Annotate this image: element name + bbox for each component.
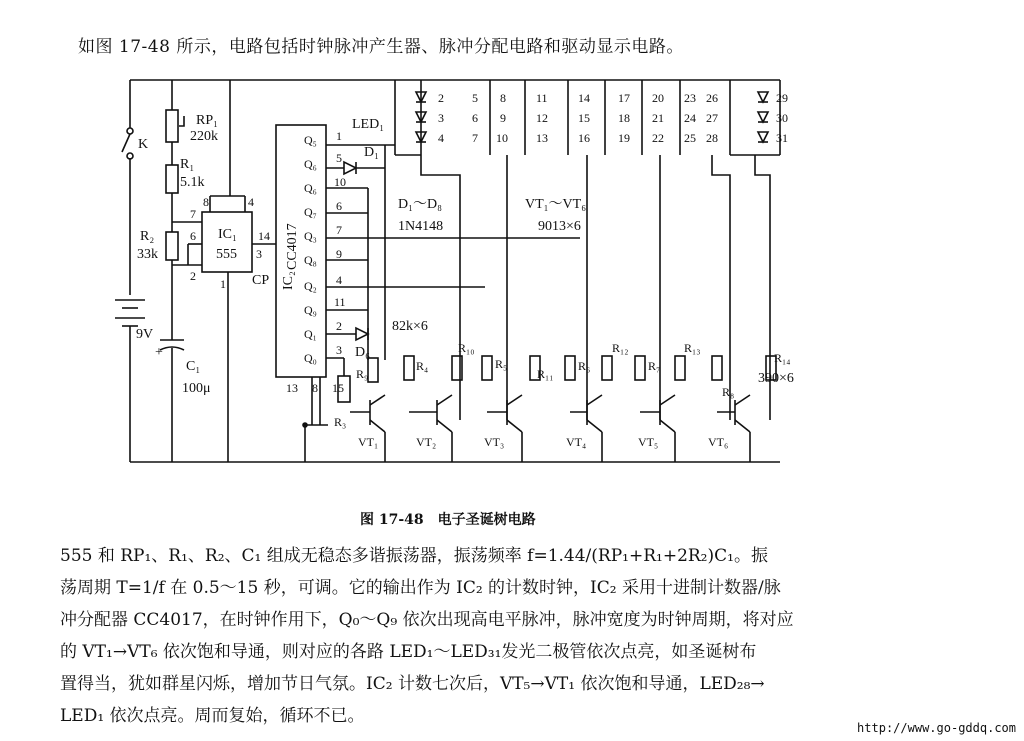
description-paragraph — [60, 540, 920, 732]
pin-number: 10 — [334, 175, 346, 189]
label-vt3: VT₃ — [484, 435, 505, 449]
led-number: 11 — [536, 91, 548, 105]
transistor-vt2 — [409, 395, 452, 432]
pin-number: 13 — [286, 381, 298, 395]
r13-resistor — [675, 356, 685, 380]
led-number: 6 — [472, 111, 478, 125]
label-c1: C₁ — [186, 359, 201, 374]
led-number: 5 — [472, 91, 478, 105]
led-number: 4 — [438, 131, 444, 145]
led-icon — [758, 92, 768, 102]
pin-label: 3 — [256, 247, 262, 261]
label-vt5: VT₅ — [638, 435, 659, 449]
q-label: Q₃ — [304, 229, 317, 243]
pin-number: 15 — [332, 381, 344, 395]
label-r1-value: 5.1k — [180, 175, 205, 190]
q-label: Q₉ — [304, 303, 317, 317]
transistor-vt5 — [640, 395, 675, 432]
rp1-resistor — [166, 110, 178, 142]
label-rp1: RP₁ — [196, 113, 219, 128]
led-number: 9 — [500, 111, 506, 125]
paragraph-line: 冲分配器 CC4017，在时钟作用下，Q₀～Q₉ 依次出现高电平脉冲，脉冲宽度为时钟周期，将对应 — [60, 610, 794, 630]
label-r1: R₁ — [180, 157, 195, 172]
label-K: K — [138, 137, 149, 152]
paragraph-line: 荡周期 T=1/f 在 0.5～15 秒，可调。它的输出作为 IC₂ 的计数时钟，IC₂ 采用十进制计数器/脉 — [60, 578, 781, 598]
pin-number: 11 — [334, 295, 346, 309]
pin-label: 4 — [248, 195, 254, 209]
q-label: Q₆ — [304, 181, 317, 195]
r1-resistor — [166, 165, 178, 193]
junction-dot — [303, 423, 307, 427]
switch-blade — [122, 134, 130, 152]
label-ic1: IC₁ — [218, 227, 237, 242]
led-number: 18 — [618, 111, 630, 125]
pin-label: 7 — [190, 207, 196, 221]
transistor-vt1 — [350, 395, 385, 432]
pin-number: 4 — [336, 273, 342, 287]
led-number: 23 — [684, 91, 696, 105]
pin-number: 8 — [312, 381, 318, 395]
transistor-vt4 — [570, 395, 602, 432]
label-d6: D₆ — [355, 345, 370, 360]
r6-resistor — [565, 356, 575, 380]
label-vt6: VT₆ — [708, 435, 729, 449]
led-number: 12 — [536, 111, 548, 125]
led-number: 14 — [578, 91, 590, 105]
led-number: 28 — [706, 131, 718, 145]
label-led1: LED₁ — [352, 117, 385, 132]
led-number: 19 — [618, 131, 630, 145]
r12-resistor — [602, 356, 612, 380]
led-icon — [758, 132, 768, 142]
label-d1: D₁ — [364, 145, 379, 160]
label-r390: 390×6 — [758, 371, 794, 386]
label-diode-range: D₁～D₈ — [398, 197, 442, 212]
pin-number: 5 — [336, 151, 342, 165]
pin-number: 9 — [336, 247, 342, 261]
label-c1-value: 100μ — [182, 381, 211, 396]
led-number: 25 — [684, 131, 696, 145]
led-number: 20 — [652, 91, 664, 105]
led-number: 13 — [536, 131, 548, 145]
paragraph-line: LED₁ 依次点亮。周而复始，循环不已。 — [60, 706, 365, 726]
pin-number: 2 — [336, 319, 342, 333]
source-url: http://www.go-gddq.com — [857, 721, 1016, 735]
intro-text: 如图 17-48 所示，电路包括时钟脉冲产生器、脉冲分配电路和驱动显示电路。 — [78, 37, 684, 57]
label-cp: CP — [252, 273, 270, 288]
label-r2: R₂ — [140, 229, 155, 244]
led-number: 3 — [438, 111, 444, 125]
label-cc4017: CC4017 — [285, 223, 300, 270]
r4-resistor — [404, 356, 414, 380]
pin-label: 2 — [190, 269, 196, 283]
label-555: 555 — [216, 247, 237, 262]
led-number: 15 — [578, 111, 590, 125]
label-r3: R₃ — [334, 415, 347, 429]
r9-resistor — [368, 358, 378, 382]
led-number: 30 — [776, 111, 788, 125]
led-number: 7 — [472, 131, 478, 145]
label-r12: R₁₂ — [612, 341, 629, 355]
led-number: 21 — [652, 111, 664, 125]
label-vt2: VT₂ — [416, 435, 437, 449]
label-r14: R₁₄ — [774, 351, 791, 365]
r2-resistor — [166, 232, 178, 260]
label-r8: R₈ — [722, 385, 735, 399]
q-label: Q₂ — [304, 279, 317, 293]
ic2-cc4017 — [276, 125, 326, 377]
pin-number: 7 — [336, 223, 342, 237]
r8-resistor — [712, 356, 722, 380]
label-r10: R₁₀ — [458, 341, 475, 355]
label-r4: R₄ — [416, 359, 429, 373]
paragraph-line: 555 和 RP₁、R₁、R₂、C₁ 组成无稳态多谐振荡器，振荡频率 f=1.44/(RP₁+R₁+2R₂)C₁。振 — [60, 546, 768, 566]
pin-label: 1 — [220, 277, 226, 291]
transistor-vt3 — [487, 395, 522, 432]
led-number: 26 — [706, 91, 718, 105]
label-r7: R₇ — [648, 359, 661, 373]
led-number: 8 — [500, 91, 506, 105]
label-vt-value: 9013×6 — [538, 219, 581, 234]
pin-label: 8 — [203, 195, 209, 209]
diode-d1 — [344, 162, 356, 174]
transistor-vt6 — [717, 395, 750, 432]
led-number: 27 — [706, 111, 718, 125]
label-vt4: VT₄ — [566, 435, 587, 449]
label-r6: R₆ — [578, 359, 591, 373]
paragraph-line: 的 VT₁→VT₆ 依次饱和导通，则对应的各路 LED₁～LED₃₁发光二极管依次点亮，如圣诞树布 — [60, 642, 757, 662]
ic1-555 — [202, 212, 252, 272]
label-r82: 82k×6 — [392, 319, 428, 334]
led-number: 31 — [776, 131, 788, 145]
led-number: 24 — [684, 111, 696, 125]
label-r5: R₅ — [495, 357, 508, 371]
label-rp1-value: 220k — [190, 129, 218, 144]
q-label: Q₆ — [304, 157, 317, 171]
figure-caption: 图 17-48 电子圣诞树电路 — [360, 512, 536, 528]
led-number: 10 — [496, 131, 508, 145]
pin-label: 6 — [190, 229, 196, 243]
diode-d6 — [356, 328, 368, 340]
led-number: 29 — [776, 91, 788, 105]
label-9v: 9V — [136, 327, 154, 342]
pin-label: 14 — [258, 229, 270, 243]
label-vt1: VT₁ — [358, 435, 379, 449]
r7-resistor — [635, 356, 645, 380]
label-plus: + — [155, 345, 163, 360]
led-number: 16 — [578, 131, 590, 145]
label-r11: R₁₁ — [537, 367, 554, 381]
label-diode-value: 1N4148 — [398, 219, 444, 234]
q-label: Q₁ — [304, 327, 317, 341]
led-number: 17 — [618, 91, 630, 105]
switch-contact-top — [127, 128, 133, 134]
led-icon — [758, 112, 768, 122]
label-r2-value: 33k — [137, 247, 158, 262]
q-label: Q₈ — [304, 253, 317, 267]
q-label: Q₅ — [304, 133, 317, 147]
r5-resistor — [482, 356, 492, 380]
paragraph-line: 置得当，犹如群星闪烁，增加节日气氛。IC₂ 计数七次后，VT₅→VT₁ 依次饱和导通，LED₂₈→ — [60, 674, 765, 694]
pin-number: 3 — [336, 343, 342, 357]
label-vt-range: VT₁～VT₆ — [525, 197, 587, 212]
label-r13: R₁₃ — [684, 341, 701, 355]
label-r9: R₉ — [356, 367, 369, 381]
q-label: Q₇ — [304, 205, 317, 219]
led-number: 22 — [652, 131, 664, 145]
pin-number: 1 — [336, 129, 342, 143]
q-label: Q₀ — [304, 351, 317, 365]
rp1-wiper — [179, 116, 184, 126]
pin-number: 6 — [336, 199, 342, 213]
label-ic2: IC₂ — [281, 271, 296, 290]
led-number: 2 — [438, 91, 444, 105]
